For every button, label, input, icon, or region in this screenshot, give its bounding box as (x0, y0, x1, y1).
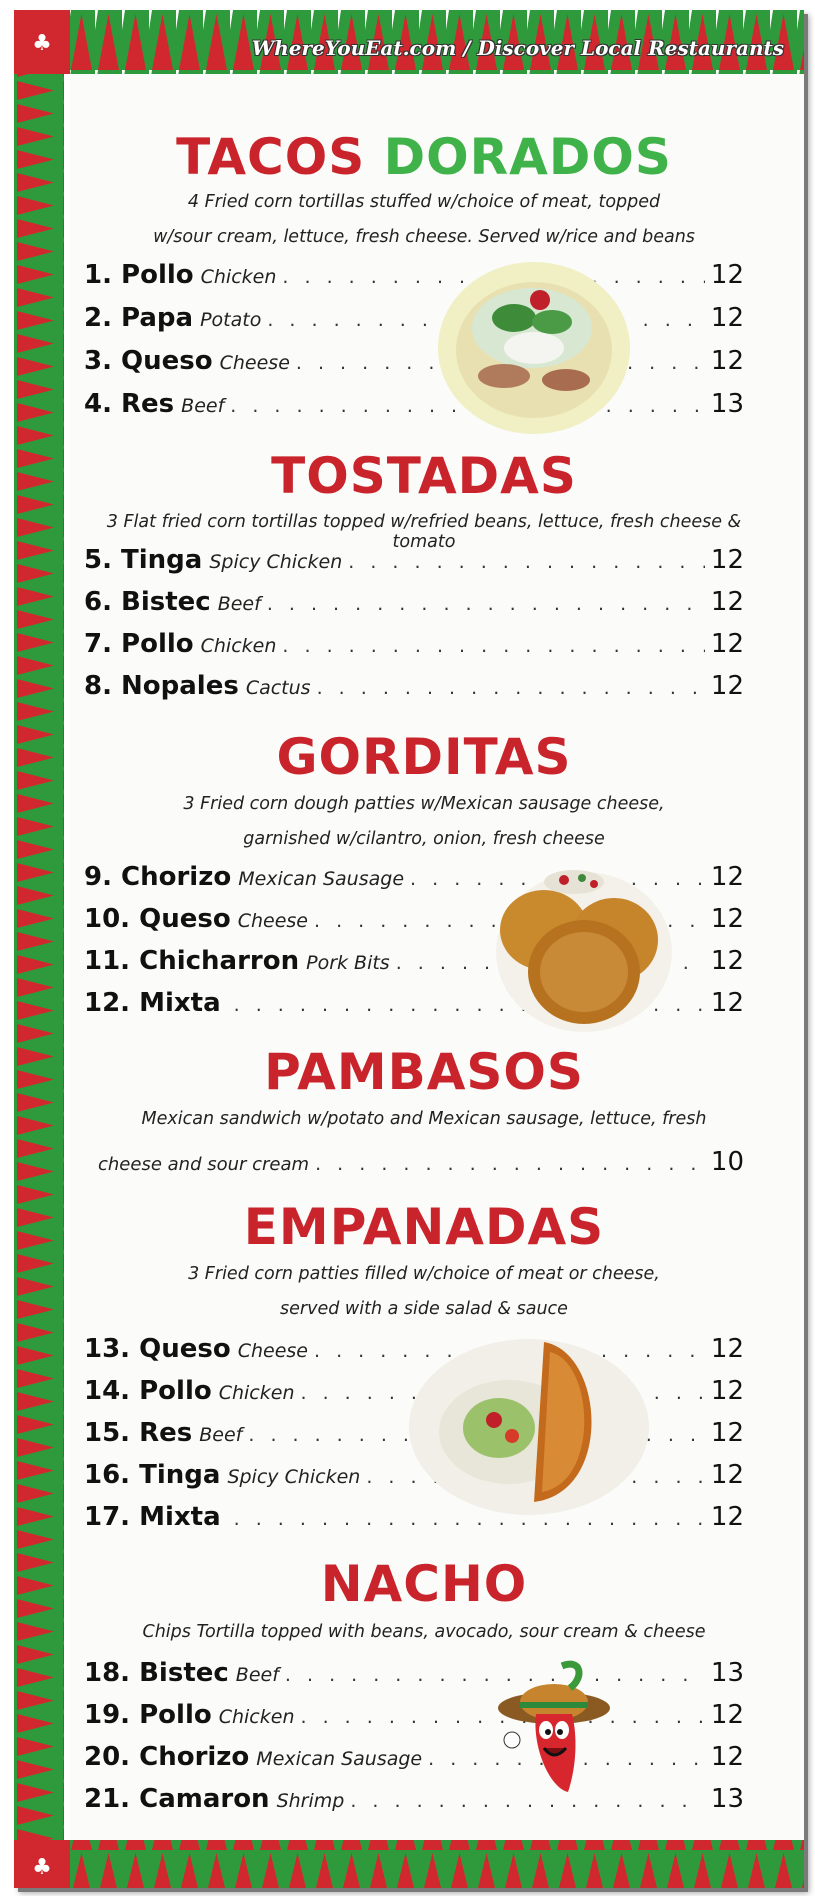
section-desc-line: w/sour cream, lettuce, fresh cheese. Served w/rice and beans (153, 227, 695, 247)
section-desc-line: garnished w/cilantro, onion, fresh cheese (243, 829, 605, 849)
chili-pepper-mascot-icon (492, 1658, 622, 1798)
empanadas-photo (404, 1332, 654, 1522)
item-name: 21. Camaron (84, 1784, 270, 1814)
svg-text:♣: ♣ (32, 1855, 52, 1880)
item-price: 12 (710, 1334, 744, 1364)
menu-item (84, 1147, 744, 1185)
section-desc-line: 3 Fried corn patties filled w/choice of meat or cheese, (188, 1264, 660, 1284)
item-price: 13 (710, 1784, 744, 1814)
item-price: 12 (710, 1376, 744, 1406)
item-price: 13 (710, 389, 744, 419)
item-translation: Beef (235, 1664, 279, 1686)
item-price: 12 (710, 1502, 744, 1532)
item-translation: Chicken (200, 635, 277, 657)
item-translation: Cheese (219, 352, 290, 374)
item-translation: Potato (200, 309, 262, 331)
tacos-dorados-photo (434, 258, 634, 438)
item-translation: Cheese (237, 1340, 308, 1362)
menu-item (84, 629, 744, 667)
gorditas-photo (484, 860, 674, 1040)
menu-item (84, 1784, 744, 1822)
menu-item (84, 671, 744, 709)
item-translation: Chicken (200, 266, 277, 288)
svg-text:♣: ♣ (32, 31, 52, 56)
leader-dots (282, 635, 705, 657)
item-price: 12 (710, 988, 744, 1018)
item-name: 7. Pollo (84, 629, 194, 659)
item-name: 8. Nopales (84, 671, 239, 701)
title-part-green: DORADOS (383, 128, 672, 186)
menu-item (84, 303, 744, 341)
item-translation: Pork Bits (306, 952, 390, 974)
item-price: 12 (710, 904, 744, 934)
section-title-pambasos: PAMBASOS (264, 1043, 584, 1101)
item-price: 12 (710, 587, 744, 617)
section-title-gorditas: GORDITAS (276, 728, 572, 786)
item-price: 12 (710, 303, 744, 333)
item-translation: Cheese (237, 910, 308, 932)
section-desc-line: 3 Flat fried corn tortillas topped w/refried beans, lettuce, fresh cheese & tomato (106, 512, 742, 552)
item-price: 13 (710, 1658, 744, 1688)
section-title-tacos-dorados (84, 128, 764, 186)
item-translation: Chicken (218, 1706, 295, 1728)
menu-item (84, 1742, 744, 1780)
item-name: 12. Mixta (84, 988, 221, 1018)
item-name: 16. Tinga (84, 1460, 221, 1490)
item-price: 12 (710, 260, 744, 290)
item-name: 14. Pollo (84, 1376, 212, 1406)
item-name: 6. Bistec (84, 587, 211, 617)
item-price: 12 (710, 671, 744, 701)
item-name: 11. Chicharron (84, 946, 300, 976)
item-name: 2. Papa (84, 303, 194, 333)
section-desc-line: Mexican sandwich w/potato and Mexican sausage, lettuce, fresh (141, 1109, 707, 1129)
section-title-empanadas: EMPANADAS (243, 1198, 605, 1256)
section-desc-line: 3 Fried corn dough patties w/Mexican sausage cheese, (183, 794, 665, 814)
item-name: 13. Queso (84, 1334, 231, 1364)
item-translation: Spicy Chicken (209, 551, 343, 573)
item-name: 1. Pollo (84, 260, 194, 290)
item-price: 12 (710, 946, 744, 976)
item-translation: Chicken (218, 1382, 295, 1404)
item-price: 12 (710, 862, 744, 892)
leader-dots (267, 593, 705, 615)
item-name: 9. Chorizo (84, 862, 232, 892)
item-name: 19. Pollo (84, 1700, 212, 1730)
item-name: 10. Queso (84, 904, 231, 934)
section-title-nacho: NACHO (320, 1555, 528, 1613)
item-price: 12 (710, 1418, 744, 1448)
menu-item (84, 587, 744, 625)
item-price: 10 (710, 1147, 744, 1177)
title-part-red: TACOS (176, 128, 366, 186)
item-name: 4. Res (84, 389, 175, 419)
item-price: 12 (710, 629, 744, 659)
menu-item (84, 1658, 744, 1696)
item-translation: Cactus (245, 677, 311, 699)
watermark-text: WhereYouEat.com / Discover Local Restaurants (251, 36, 784, 60)
leader-dots (348, 551, 705, 573)
menu-page (14, 10, 804, 1888)
item-name: 15. Res (84, 1418, 193, 1448)
item-price: 12 (710, 1460, 744, 1490)
item-translation: cheese and sour cream (98, 1154, 310, 1175)
menu-item (84, 260, 744, 298)
menu-item (84, 545, 744, 583)
leader-dots (317, 677, 705, 699)
menu-content (14, 10, 804, 1888)
item-translation: Beef (199, 1424, 243, 1446)
menu-item (84, 1700, 744, 1738)
item-name: 5. Tinga (84, 545, 203, 575)
section-desc-line: 4 Fried corn tortillas stuffed w/choice of meat, topped (187, 192, 661, 212)
section-desc-line: Chips Tortilla topped with beans, avocado, sour cream & cheese (142, 1622, 706, 1642)
item-price: 12 (710, 1700, 744, 1730)
leader-dots (315, 1153, 705, 1175)
item-translation: Mexican Sausage (256, 1748, 423, 1770)
item-price: 12 (710, 545, 744, 575)
item-name: 17. Mixta (84, 1502, 221, 1532)
item-translation: Beef (181, 395, 225, 417)
item-name: 18. Bistec (84, 1658, 229, 1688)
item-price: 12 (710, 346, 744, 376)
item-translation: Beef (217, 593, 261, 615)
menu-item (84, 346, 744, 384)
item-name: 3. Queso (84, 346, 213, 376)
item-price: 12 (710, 1742, 744, 1772)
section-title-tostadas: TOSTADAS (271, 447, 577, 505)
item-translation: Spicy Chicken (227, 1466, 361, 1488)
menu-item (84, 389, 744, 427)
item-translation: Mexican Sausage (238, 868, 405, 890)
item-translation: Shrimp (276, 1790, 345, 1812)
section-desc-line: served with a side salad & sauce (280, 1299, 568, 1319)
item-name: 20. Chorizo (84, 1742, 250, 1772)
